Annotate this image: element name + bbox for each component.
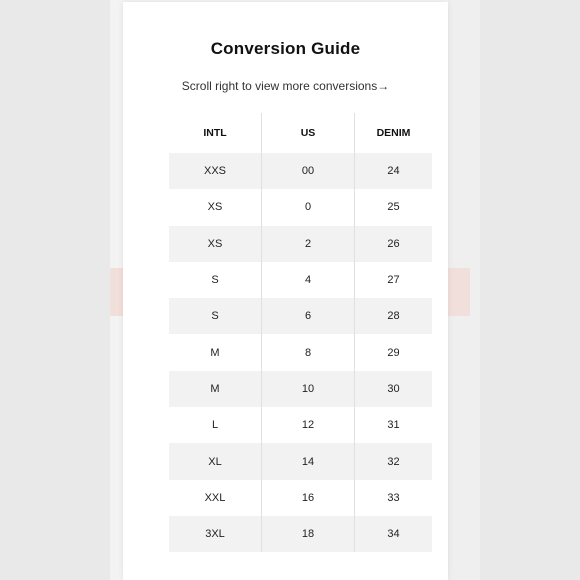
- cell-intl: S: [211, 310, 219, 323]
- cell-intl: XS: [207, 201, 223, 214]
- cell-intl: M: [210, 346, 220, 359]
- cell-intl: XL: [208, 455, 222, 468]
- table-row: [169, 480, 432, 516]
- modal-title: Conversion Guide: [210, 39, 361, 58]
- table-row: [169, 189, 432, 225]
- cell-denim: 33: [354, 480, 432, 516]
- cell-us: 16: [261, 480, 354, 516]
- cell-denim: 34: [354, 516, 432, 552]
- table-header-row: [169, 113, 432, 153]
- cell-denim: 26: [354, 226, 432, 262]
- table-row: [169, 334, 432, 370]
- cell-us: 6: [261, 298, 354, 334]
- cell-denim: 24: [354, 153, 432, 189]
- size-conversion-table[interactable]: [169, 113, 432, 552]
- header-intl: INTL: [203, 127, 227, 139]
- cell-intl: XXS: [203, 165, 226, 178]
- table-row: [169, 226, 432, 262]
- cell-intl: XS: [207, 237, 223, 250]
- cell-denim: 25: [354, 189, 432, 225]
- table-row: [169, 262, 432, 298]
- cell-us: 18: [261, 516, 354, 552]
- cell-us: 10: [261, 371, 354, 407]
- cell-intl: L: [211, 419, 219, 432]
- table-row: [169, 298, 432, 334]
- cell-denim: 30: [354, 371, 432, 407]
- scroll-hint: Scroll right to view more conversions→: [181, 79, 390, 93]
- cell-denim: 28: [354, 298, 432, 334]
- cell-intl: M: [210, 382, 220, 395]
- table-row: [169, 153, 432, 189]
- table-body: [169, 153, 432, 552]
- table-row: [169, 516, 432, 552]
- header-denim: DENIM: [354, 113, 432, 153]
- cell-intl: S: [211, 274, 219, 287]
- conversion-guide-modal: [123, 2, 448, 580]
- cell-us: 8: [261, 334, 354, 370]
- table-row: [169, 371, 432, 407]
- cell-us: 12: [261, 407, 354, 443]
- cell-intl: 3XL: [205, 528, 225, 541]
- cell-us: 0: [261, 189, 354, 225]
- cell-us: 00: [261, 153, 354, 189]
- cell-denim: 32: [354, 443, 432, 479]
- header-us: US: [261, 113, 354, 153]
- cell-us: 14: [261, 443, 354, 479]
- cell-us: 2: [261, 226, 354, 262]
- cell-us: 4: [261, 262, 354, 298]
- cell-denim: 31: [354, 407, 432, 443]
- table-row: [169, 407, 432, 443]
- cell-denim: 29: [354, 334, 432, 370]
- table-row: [169, 443, 432, 479]
- cell-denim: 27: [354, 262, 432, 298]
- cell-intl: XXL: [204, 491, 226, 504]
